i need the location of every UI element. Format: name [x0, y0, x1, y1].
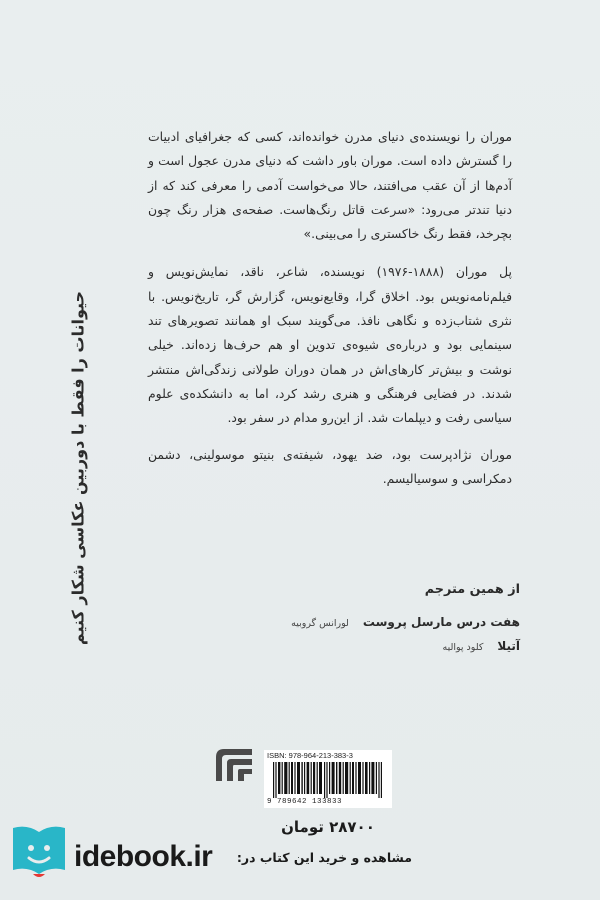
barcode-digits: 9 789642 133833	[267, 798, 343, 806]
same-translator-heading: از همین مترجم	[424, 582, 520, 597]
book-author: لورانس گروبیه	[291, 618, 349, 629]
paragraph-politics: موران نژادپرست بود، ضد یهود، شیفته‌ی بنیتو موسولینی، دشمن دمکراسی و سوسیالیسم.	[148, 446, 512, 486]
watermark-caption: مشاهده و خرید این کتاب در:	[236, 850, 412, 865]
watermark-brand: idebook.ir	[74, 840, 213, 873]
vertical-book-title: حیوانات را فقط با دوربین عکاسی شکار کنیم	[68, 290, 88, 646]
isbn-barcode	[264, 750, 392, 808]
price-label: ۲۸۷۰۰ تومان	[281, 818, 375, 836]
description-text	[148, 125, 512, 503]
publisher-logo-icon	[212, 743, 258, 783]
open-book-icon	[9, 822, 69, 878]
isbn-number: ISBN: 978-964-213-383-3	[267, 751, 353, 760]
list-item	[280, 615, 520, 629]
barcode-icon	[267, 762, 389, 798]
book-title: آتیلا	[497, 639, 520, 653]
book-author: کلود پوالیه	[442, 642, 484, 653]
paragraph-intro: موران را نویسنده‌ی دنیای مدرن خوانده‌اند، کسی که جغرافیای ادبیات را گسترش داده است. موران باور داشت که دنیای مدرن عجول است و آدم‌ها از آن عقب می‌افتند، حالا می‌خواست آدمی را معرفی کند که از دنیا تندتر می‌رود: «سرعت قاتل رنگ‌هاست. صفحه‌ی هزار رنگ چون بچرخد، فقط رنگ خاکستری را می‌بینی.»	[148, 129, 512, 242]
book-title: هفت درس مارسل پروست	[362, 615, 520, 629]
list-item	[280, 639, 520, 653]
paragraph-bio: پل موران (۱۸۸۸-۱۹۷۶) نویسنده، شاعر، ناقد، نمایش‌نویس و فیلم‌نامه‌نویس بود. اخلاق گرا، وقایع‌نویس، گزارش گر، تاریخ‌نویس. با نثری شتاب‌زده و نگاهی نافذ. می‌گویند سبک او همانند تصویرهای تند سینمایی بود و درباره‌ی شیوه‌ی تدوین او هم حرف‌ها زده‌اند. خیلی نوشت و بیش‌تر کارهای‌اش در همان دوران طولانی زندگی‌اش منتشر شدند. در فضایی فرهنگی و هنری رشد کرد، اما به دانشکده‌ی علوم سیاسی رفت و دیپلمات شد. از این‌رو مدام در سفر بود.	[148, 264, 512, 426]
same-translator-section	[280, 582, 520, 663]
